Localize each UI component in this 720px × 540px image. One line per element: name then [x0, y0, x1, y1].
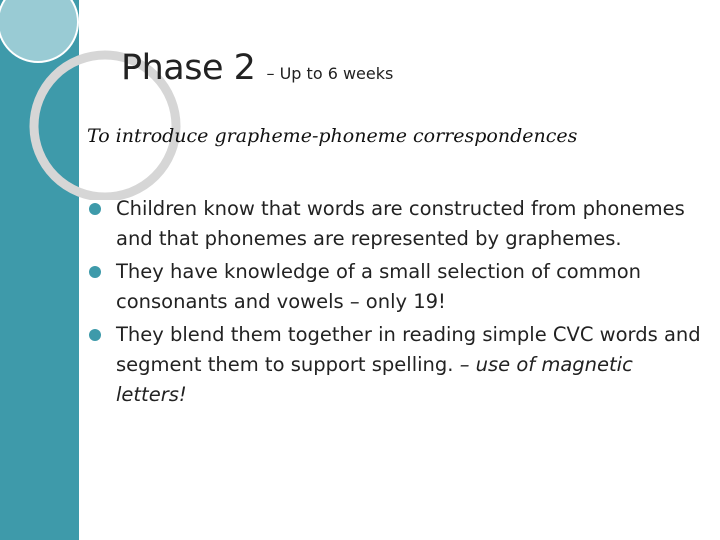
bullet-list	[86, 194, 706, 413]
bullet-item	[86, 320, 706, 410]
bullet-text: They have knowledge of a small selection of common consonants and vowels – only 19!	[116, 260, 641, 313]
title-suffix: – Up to 6 weeks	[266, 64, 394, 83]
slide-title	[121, 48, 393, 88]
subheading: To introduce grapheme-phoneme correspondences	[87, 125, 578, 147]
bullet-item	[86, 194, 706, 254]
bullet-dot-icon	[89, 203, 101, 215]
bullet-dot-icon	[89, 329, 101, 341]
bullet-text: Children know that words are constructed from phonemes and that phonemes are represented by graphemes.	[116, 197, 685, 250]
bullet-note: – use of magnetic letters!	[116, 353, 633, 406]
title-text: Phase 2	[121, 48, 256, 88]
bullet-text: They blend them together in reading simple CVC words and segment them to support spelling.	[116, 323, 701, 376]
bullet-item	[86, 257, 706, 317]
left-accent-band	[0, 0, 79, 540]
bullet-dot-icon	[89, 266, 101, 278]
